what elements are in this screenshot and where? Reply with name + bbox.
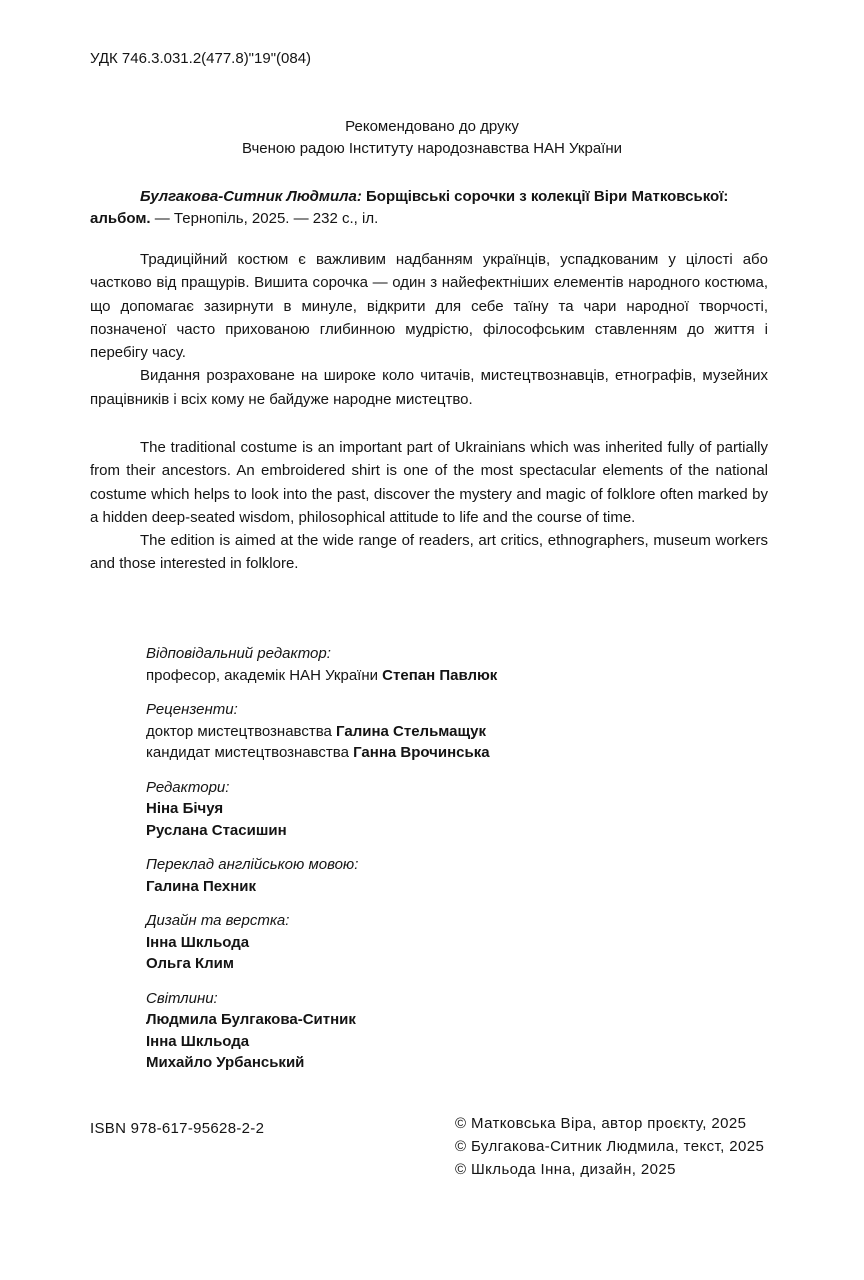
credit-person: Інна Шкльода <box>146 933 250 951</box>
credit-line <box>146 932 497 954</box>
credit-line <box>146 798 497 820</box>
copyright-line: © Булгакова-Ситник Людмила, текст, 2025 <box>455 1138 765 1155</box>
credit-editors <box>146 777 497 842</box>
credit-title: доктор мистецтвознавства <box>146 722 337 740</box>
credit-person: Інна Шкльода <box>146 1032 250 1050</box>
credit-line <box>146 721 497 743</box>
credit-person: Галина Пехник <box>146 877 257 895</box>
udk-code: УДК 746.3.031.2(477.8)"19"(084) <box>90 50 312 67</box>
credit-heading: Відповідальний редактор: <box>146 645 331 662</box>
credit-title: кандидат мистецтвознавства <box>146 744 354 761</box>
abstract-english <box>90 436 768 576</box>
bibliographic-description <box>90 186 770 230</box>
credit-line <box>146 1031 497 1053</box>
credit-person: Галина Стельмащук <box>336 722 487 740</box>
credit-heading: Редактори: <box>146 778 230 796</box>
book-type: альбом. <box>90 210 151 227</box>
isbn-number: ISBN 978-617-95628-2-2 <box>90 1120 265 1137</box>
abstract-en-paragraph-2: The edition is aimed at the wide range of readers, art critics, ethnographers, museum workers and those interested in folklore. <box>90 532 768 573</box>
credit-heading: Рецензенти: <box>146 701 238 718</box>
credit-person: Степан Павлюк <box>382 666 498 684</box>
credit-person: Ольга Клим <box>146 955 234 972</box>
credit-person: Михайло Урбанський <box>146 1054 305 1071</box>
credit-responsible-editor <box>146 643 497 686</box>
abstract-ua-paragraph-1: Традиційний костюм є важливим надбанням українців, успадкованим у цілості або частково від пращурів. Вишита сорочка — один з найефектніших елементів народного костюма, що допомагає зазирнути в минуле, відкрити для себе таїну та чари народної творчості, позначеної часто прихованою глибинною мудрістю, філософським ставленням до життя і перебігу часу. <box>90 251 768 362</box>
publication-recommendation <box>0 116 864 160</box>
credit-design-layout <box>146 910 497 975</box>
recommendation-line-2: Вченою радою Інституту народознавства НАН України <box>241 140 622 157</box>
recommendation-line-1: Рекомендовано до друку <box>345 118 519 135</box>
credit-line <box>146 1009 497 1031</box>
credit-heading: Дизайн та верстка: <box>146 912 290 929</box>
credit-line <box>146 742 497 764</box>
credit-person: Руслана Стасишин <box>146 821 287 839</box>
abstract-ukrainian <box>90 248 768 411</box>
credit-title: професор, академік НАН України <box>146 666 383 684</box>
abstract-en-paragraph-1: The traditional costume is an important part of Ukrainians which was inherited fully of partially from their ancestors. An embroidered shirt is one of the most spectacular elements of the national costume which helps to look into the past, discover the mystery and magic of folklore often marked by a hidden deep-seated wisdom, philosophical attitude to life and the course of time. <box>90 439 768 526</box>
credit-reviewers <box>146 699 497 764</box>
copyright-line: © Шкльода Інна, дизайн, 2025 <box>455 1161 676 1178</box>
bibliographic-line-1 <box>90 186 770 208</box>
abstract-ua-paragraph-2: Видання розраховане на широке коло читачів, мистецтвознавців, етнографів, музейних працівників і всіх кому не байдуже народне мистецтво. <box>90 367 768 408</box>
credit-heading: Світлини: <box>146 989 218 1007</box>
credit-line <box>146 820 497 842</box>
book-imprint: — Тернопіль, 2025. — 232 с., іл. <box>150 210 379 227</box>
copyright-line: © Матковська Віра, автор проєкту, 2025 <box>455 1115 747 1132</box>
credit-line <box>146 876 497 898</box>
copyright-notices <box>455 1112 764 1181</box>
credit-line <box>146 953 497 975</box>
credit-photographs <box>146 988 497 1074</box>
credit-translator <box>146 854 497 897</box>
credit-person: Людмила Булгакова-Ситник <box>146 1011 356 1028</box>
credits-list <box>146 643 497 1087</box>
credit-line <box>146 665 497 687</box>
bibliographic-line-2 <box>90 208 770 230</box>
credit-line <box>146 1052 497 1074</box>
book-title: Борщівські сорочки з колекції Віри Матковської: <box>361 188 729 205</box>
book-author: Булгакова-Ситник Людмила: <box>140 188 362 205</box>
credit-person: Ніна Бічуя <box>146 800 224 817</box>
credit-heading: Переклад англійською мовою: <box>146 856 359 873</box>
credit-person: Ганна Врочинська <box>353 744 490 761</box>
